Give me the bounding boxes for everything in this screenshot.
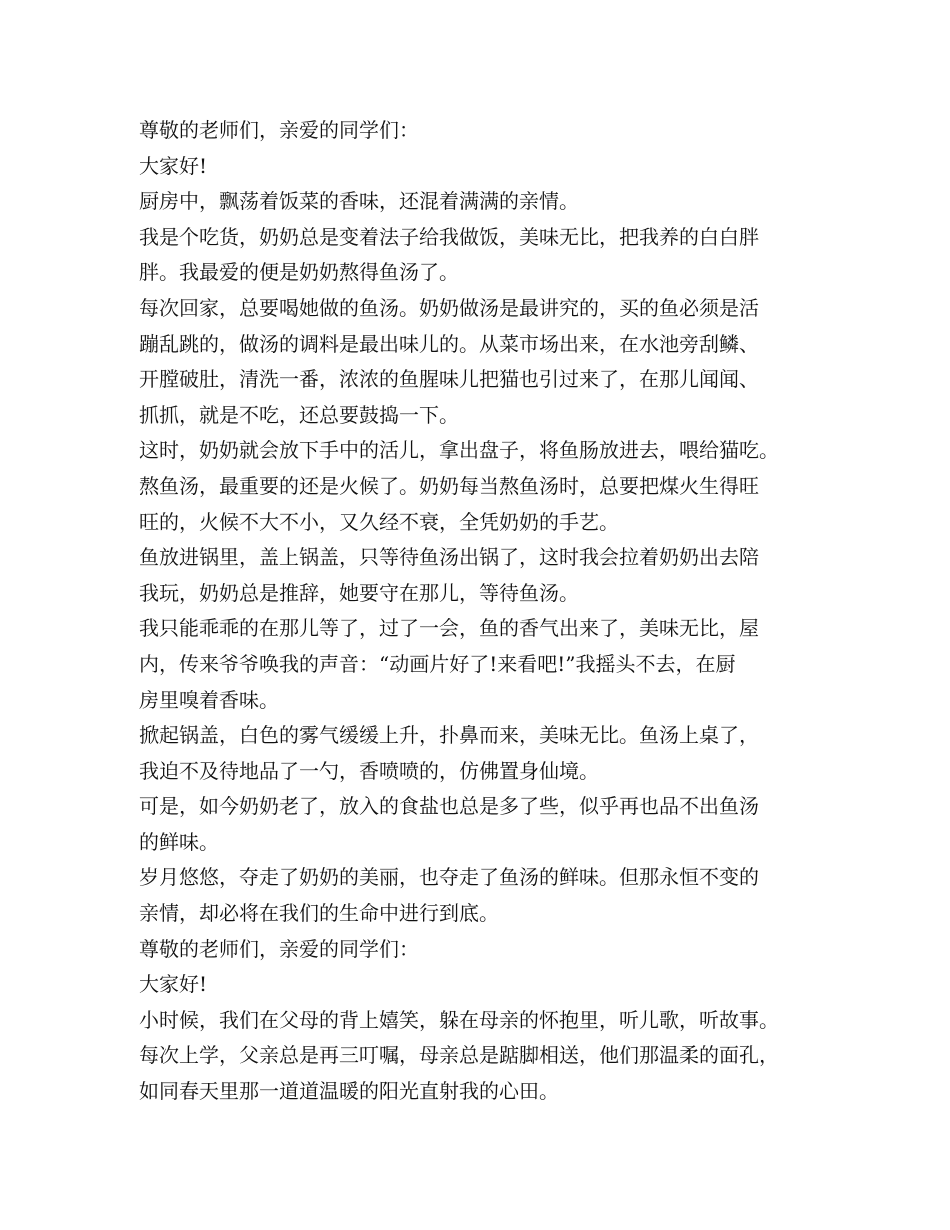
text-line: 蹦乱跳的，做汤的调料是最出味儿的。从菜市场出来，在水池旁刮鳞、 (139, 331, 759, 356)
text-line: 鱼放进锅里，盖上锅盖，只等待鱼汤出锅了，这时我会拉着奶奶出去陪 (139, 545, 759, 570)
text-line: 的鲜味。 (139, 829, 219, 854)
text-line: 每次回家，总要喝她做的鱼汤。奶奶做汤是最讲究的，买的鱼必须是活 (139, 295, 759, 320)
text-line: 胖。我最爱的便是奶奶熬得鱼汤了。 (139, 260, 459, 285)
text-line: 抓抓，就是不吃，还总要鼓捣一下。 (139, 402, 459, 427)
text-line: 亲情，却必将在我们的生命中进行到底。 (139, 901, 499, 926)
text-line: 大家好! (139, 972, 208, 997)
text-line: 开膛破肚，清洗一番，浓浓的鱼腥味儿把猫也引过来了，在那儿闻闻、 (139, 367, 759, 392)
text-line: 我迫不及待地品了一勺，香喷喷的，仿佛置身仙境。 (139, 758, 599, 783)
text-line: 大家好! (139, 153, 208, 178)
text-line: 熬鱼汤，最重要的还是火候了。奶奶每当熬鱼汤时，总要把煤火生得旺 (139, 473, 759, 498)
text-line: 掀起锅盖，白色的雾气缓缓上升，扑鼻而来，美味无比。鱼汤上桌了， (139, 723, 759, 748)
text-line: 我玩，奶奶总是推辞，她要守在那儿，等待鱼汤。 (139, 580, 579, 605)
text-line: 岁月悠悠，夺走了奶奶的美丽，也夺走了鱼汤的鲜味。但那永恒不变的 (139, 865, 759, 890)
text-line: 可是，如今奶奶老了，放入的食盐也总是多了些，似乎再也品不出鱼汤 (139, 794, 759, 819)
text-line: 房里嗅着香味。 (139, 687, 279, 712)
text-line: 每次上学，父亲总是再三叮嘱，母亲总是踮脚相送，他们那温柔的面孔， (139, 1043, 779, 1068)
text-line: 尊敬的老师们，亲爱的同学们： (139, 936, 419, 961)
text-line: 这时，奶奶就会放下手中的活儿，拿出盘子，将鱼肠放进去，喂给猫吃。 (139, 438, 779, 463)
text-line: 我只能乖乖的在那儿等了，过了一会，鱼的香气出来了，美味无比，屋 (139, 616, 759, 641)
text-line: 内，传来爷爷唤我的声音：“动画片好了!来看吧!”我摇头不去，在厨 (139, 651, 736, 676)
text-line: 如同春天里那一道道温暖的阳光直射我的心田。 (139, 1079, 559, 1104)
text-line: 旺的，火候不大不小，又久经不衰，全凭奶奶的手艺。 (139, 509, 619, 534)
text-line: 我是个吃货，奶奶总是变着法子给我做饭，美味无比，把我养的白白胖 (139, 224, 759, 249)
text-line: 尊敬的老师们，亲爱的同学们： (139, 118, 419, 142)
document-page (139, 113, 839, 1110)
text-line: 厨房中，飘荡着饭菜的香味，还混着满满的亲情。 (139, 189, 579, 214)
text-line: 小时候，我们在父母的背上嬉笑，躲在母亲的怀抱里，听儿歌，听故事。 (139, 1007, 779, 1032)
